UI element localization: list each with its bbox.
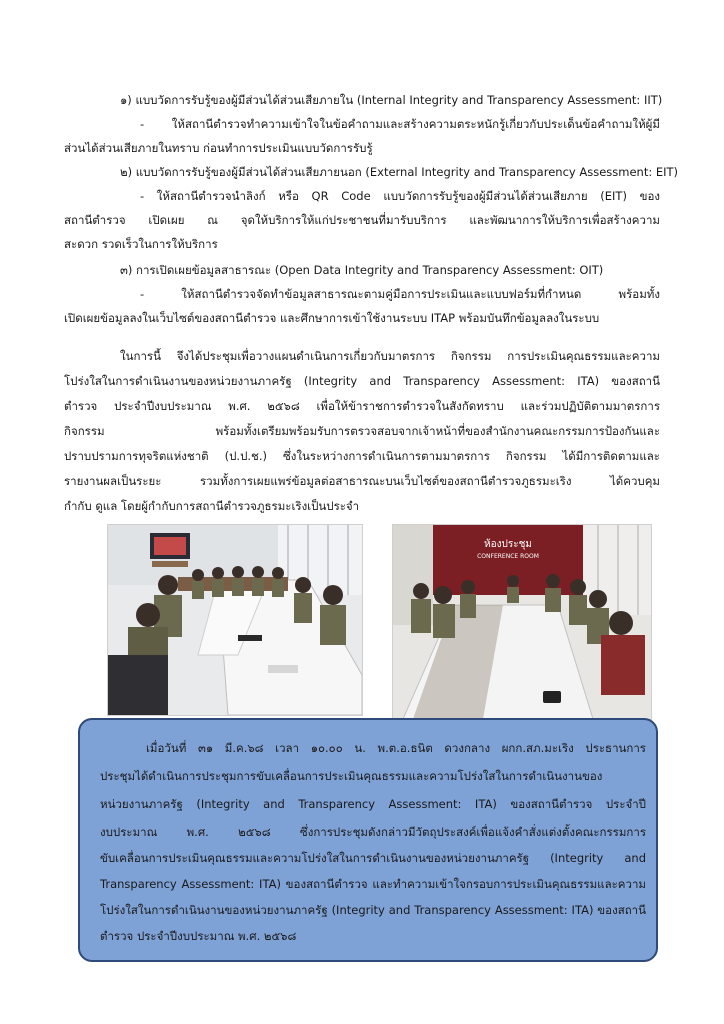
room-sign-title: ห้องประชุม <box>484 539 532 550</box>
summary-line: โปร่งใสในการดำเนินงานของหน่วยงานภาครัฐ (Integrity and Transparency Assessment: ITA) ของสถานี <box>100 903 646 917</box>
main-paragraph-line: รายงานผลเป็นระยะ รวมทั้งการเผยแพร่ข้อมูลต่อสาธารณะบนเว็บไซต์ของสถานีตำรวจภูธรมะเริง ได้ควบคุม <box>64 474 660 488</box>
item-3-detail-line: เปิดเผยข้อมูลลงในเว็บไซต์ของสถานีตำรวจ และศึกษาการเข้าใช้งานระบบ ITAP พร้อมบันทึกข้อมูลลงในระบบ <box>64 311 600 325</box>
item-2-detail-line: สถานีตำรวจ เปิดเผย ณ จุดให้บริการให้แก่ประชาชนที่มารับบริการ และพัฒนาการให้บริการเพื่อสร้างความ <box>64 213 660 227</box>
item-1-detail-line: ส่วนได้ส่วนเสียภายในทราบ ก่อนทำการประเมินแบบวัดการรับรู้ <box>64 141 373 155</box>
summary-line: ขับเคลื่อนการประเมินคุณธรรมและความโปร่งใสในการดำเนินงานของหน่วยงานภาครัฐ (Integrity and <box>100 851 646 865</box>
main-paragraph-line: ปราบปรามการทุจริตแห่งชาติ (ป.ป.ช.) ซึ่งในระหว่างการดำเนินการตามมาตรการ กิจกรรม ได้มีการติดตามและ <box>64 449 660 463</box>
meeting-summary-box <box>78 718 658 962</box>
summary-line: ประชุมได้ดำเนินการประชุมการขับเคลื่อนการประเมินคุณธรรมและความโปร่งใสในการดำเนินงานของ <box>100 769 603 783</box>
main-paragraph-line: กิจกรรม พร้อมทั้งเตรียมพร้อมรับการตรวจสอบจากเจ้าหน้าที่ของสำนักงานคณะกรรมการป้องกันและ <box>64 424 660 438</box>
meeting-photo-right-image <box>393 525 651 719</box>
item-2-detail-line: - ให้สถานีตำรวจนำลิงก์ หรือ QR Code แบบวัดการรับรู้ของผู้มีส่วนได้ส่วนเสียภาย (EIT) ของ <box>140 189 660 203</box>
item-3-heading: ๓) การเปิดเผยข้อมูลสาธารณะ (Open Data Integrity and Transparency Assessment: OIT) <box>120 263 604 277</box>
summary-line: Transparency Assessment: ITA) ของสถานีตำรวจ และทำความเข้าใจกรอบการประเมินคุณธรรมและความ <box>100 877 646 891</box>
main-paragraph-line: ตำรวจ ประจำปีงบประมาณ พ.ศ. ๒๕๖๘ เพื่อให้ข้าราชการตำรวจในสังกัดทราบ และร่วมปฏิบัติตามมาตรการ <box>64 399 660 413</box>
summary-line: เมื่อวันที่ ๓๑ มี.ค.๖๘ เวลา ๑๐.๐๐ น. พ.ต.อ.ธนิต ดวงกลาง ผกก.สภ.มะเริง ประธานการ <box>146 741 646 755</box>
main-paragraph-line: กำกับ ดูแล โดยผู้กำกับการสถานีตำรวจภูธรมะเริงเป็นประจำ <box>64 499 360 513</box>
item-2-heading: ๒) แบบวัดการรับรู้ของผู้มีส่วนได้ส่วนเสียภายนอก (External Integrity and Transparency Assessment: EIT) <box>120 165 679 179</box>
item-3-detail-line: - ให้สถานีตำรวจจัดทำข้อมูลสาธารณะตามคู่มือการประเมินและแบบฟอร์มที่กำหนด พร้อมทั้ง <box>140 287 660 301</box>
meeting-photo-left-image <box>108 525 362 715</box>
room-sign-subtitle: CONFERENCE ROOM <box>477 553 539 560</box>
summary-line: ตำรวจ ประจำปีงบประมาณ พ.ศ. ๒๕๖๘ <box>100 929 297 943</box>
summary-line: หน่วยงานภาครัฐ (Integrity and Transparency Assessment: ITA) ของสถานีตำรวจ ประจำปี <box>100 797 646 811</box>
meeting-photo-left <box>107 524 363 716</box>
item-1-heading: ๑) แบบวัดการรับรู้ของผู้มีส่วนได้ส่วนเสียภายใน (Internal Integrity and Transparency Assessment: IIT) <box>120 93 663 107</box>
item-2-detail-line: สะดวก รวดเร็วในการให้บริการ <box>64 237 218 251</box>
main-paragraph-line: โปร่งใสในการดำเนินงานของหน่วยงานภาครัฐ (Integrity and Transparency Assessment: ITA) ของสถานี <box>64 374 660 388</box>
main-paragraph-line: ในการนี้ จึงได้ประชุมเพื่อวางแผนดำเนินการเกี่ยวกับมาตรการ กิจกรรม การประเมินคุณธรรมและความ <box>120 349 660 363</box>
item-1-detail-line: - ให้สถานีตำรวจทำความเข้าใจในข้อคำถามและสร้างความตระหนักรู้เกี่ยวกับประเด็นข้อคำถามให้ผู้มี <box>140 117 660 131</box>
summary-line: งบประมาณ พ.ศ. ๒๕๖๘ ซึ่งการประชุมดังกล่าวมีวัตถุประสงค์เพื่อแจ้งคำสั่งแต่งตั้งคณะกรรมการ <box>100 825 646 839</box>
meeting-photo-right <box>392 524 652 720</box>
